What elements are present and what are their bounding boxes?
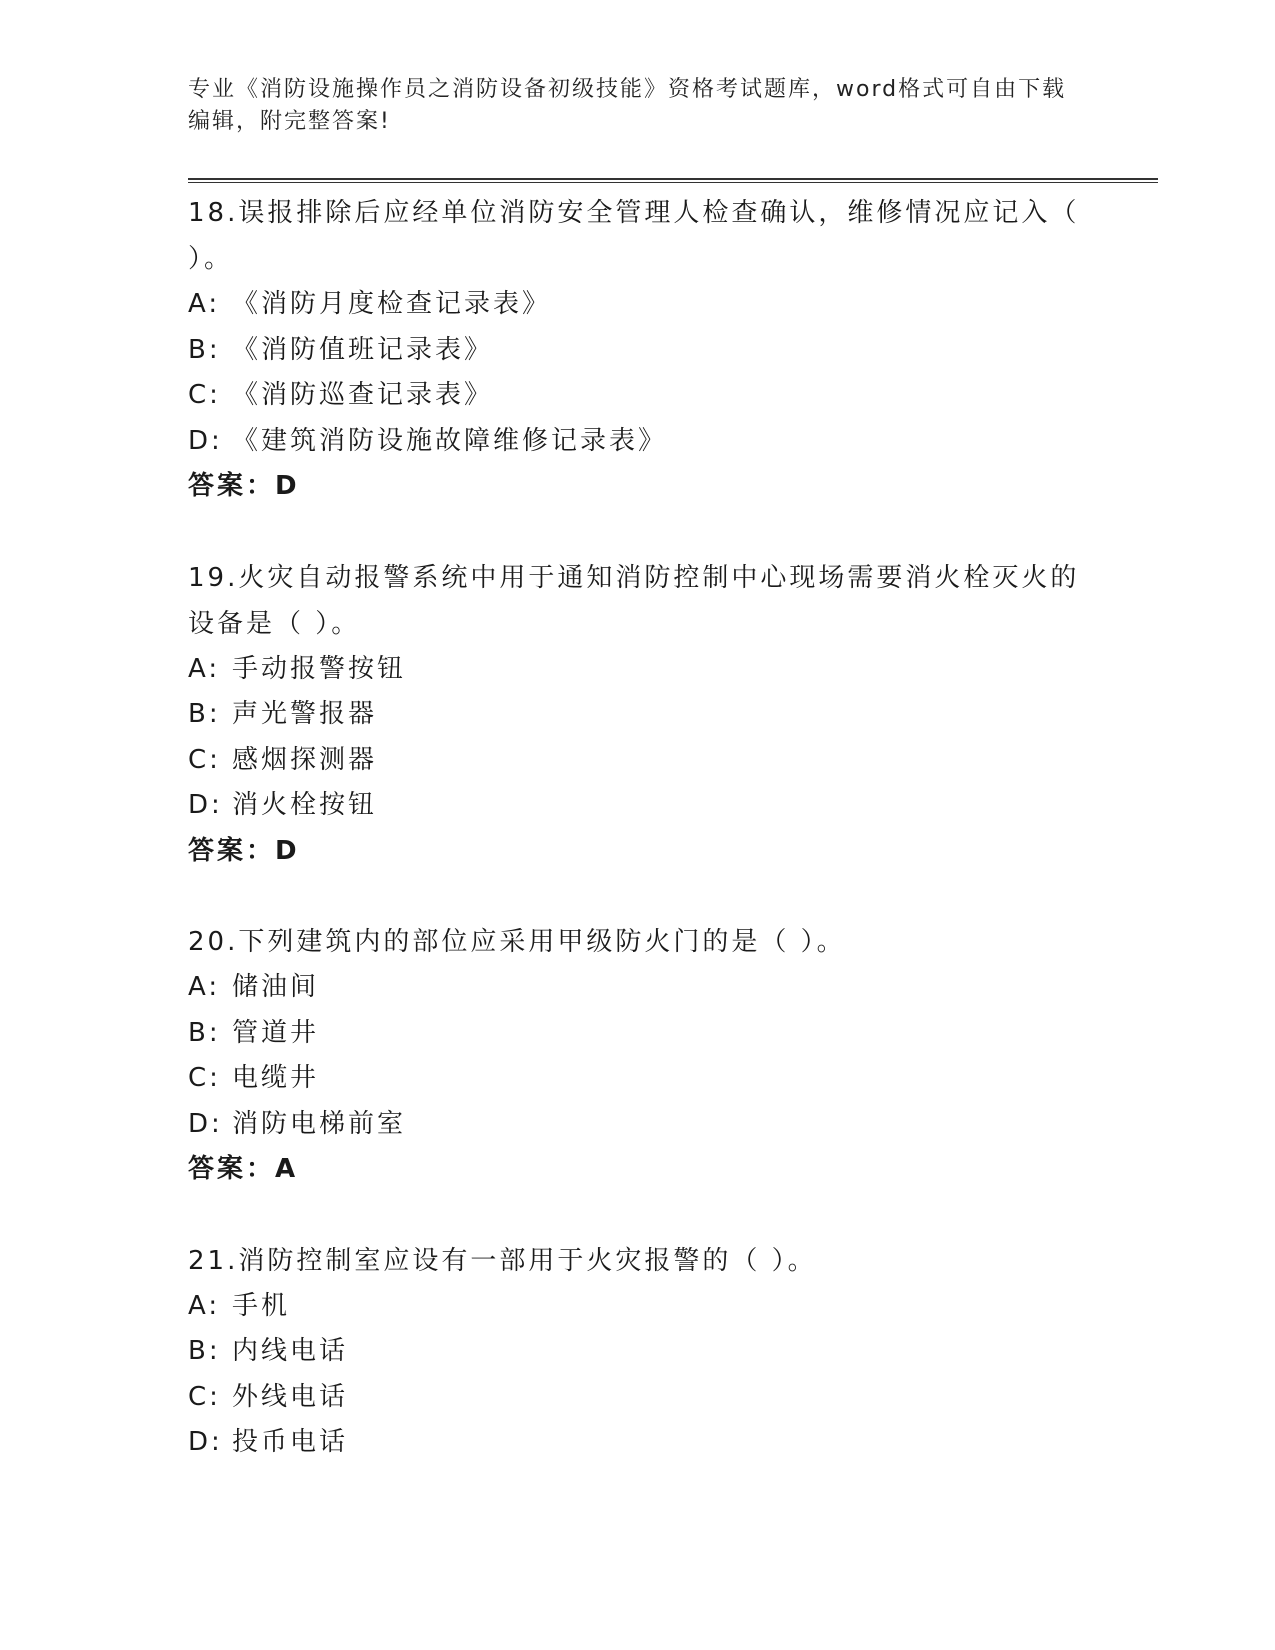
question-stem: 20.下列建筑内的部位应采用甲级防火门的是（ ）。 (188, 927, 846, 957)
option-d (188, 1420, 1088, 1466)
option-key: A: (188, 653, 221, 684)
option-text: 《消防巡查记录表》 (232, 380, 494, 410)
option-text: 电缆井 (232, 1063, 320, 1093)
answer-label: 答案：D (188, 471, 300, 501)
option-b (188, 1329, 1088, 1375)
option-a (188, 1284, 1088, 1330)
option-key: A: (188, 1290, 221, 1321)
option-key: B: (188, 334, 221, 365)
option-d (188, 783, 1088, 829)
option-text: 消防电梯前室 (232, 1108, 407, 1139)
option-text: 《建筑消防设施故障维修记录表》 (232, 425, 668, 456)
spacer (188, 874, 1088, 919)
option-key: D: (188, 425, 223, 456)
option-key: A: (188, 289, 221, 319)
question-19 (188, 555, 1088, 875)
answer-label: 答案：A (188, 1154, 299, 1184)
option-c (188, 738, 1088, 784)
option-key: D: (188, 1108, 223, 1139)
option-text: 消火栓按钮 (232, 790, 378, 820)
option-key: C: (188, 380, 221, 410)
spacer (188, 1193, 1088, 1238)
question-stem: 21.消防控制室应设有一部用于火灾报警的（ ）。 (188, 1245, 817, 1276)
option-text: 外线电话 (232, 1381, 349, 1412)
option-a (188, 282, 1088, 328)
option-key: D: (188, 1427, 223, 1457)
option-key: D: (188, 790, 223, 820)
document-header: 专业《消防设施操作员之消防设备初级技能》资格考试题库，word格式可自由下载编辑，附完整答案! (188, 77, 1067, 134)
option-text: 声光警报器 (232, 699, 378, 729)
question-18 (188, 190, 1088, 510)
question-stem: 19.火灾自动报警系统中用于通知消防控制中心现场需要消火栓灭火的设备是（ ）。 (188, 562, 1080, 639)
option-c (188, 1056, 1088, 1102)
option-text: 《消防值班记录表》 (232, 334, 494, 365)
option-text: 管道井 (232, 1017, 320, 1048)
option-key: C: (188, 744, 221, 775)
answer-label: 答案：D (188, 835, 300, 866)
option-d (188, 1102, 1088, 1148)
option-text: 投币电话 (232, 1427, 349, 1457)
option-key: B: (188, 1017, 221, 1048)
question-20 (188, 919, 1088, 1193)
option-b (188, 1011, 1088, 1057)
option-text: 内线电话 (232, 1336, 349, 1366)
question-21 (188, 1238, 1088, 1466)
option-key: C: (188, 1063, 221, 1093)
option-b (188, 328, 1088, 374)
option-text: 手机 (232, 1290, 291, 1321)
spacer (188, 510, 1088, 555)
question-stem: 18.误报排除后应经单位消防安全管理人检查确认，维修情况应记入（ ）。 (188, 198, 1080, 274)
option-text: 感烟探测器 (232, 744, 378, 775)
option-d (188, 419, 1088, 465)
option-key: C: (188, 1381, 221, 1412)
option-key: B: (188, 1336, 221, 1366)
option-text: 手动报警按钮 (232, 653, 407, 684)
option-text: 储油间 (232, 972, 320, 1002)
question-list (188, 190, 1088, 1466)
option-b (188, 692, 1088, 738)
option-c (188, 1375, 1088, 1421)
option-a (188, 647, 1088, 693)
header-divider (188, 178, 1158, 183)
option-key: A: (188, 972, 221, 1002)
option-c (188, 373, 1088, 419)
option-key: B: (188, 699, 221, 729)
option-text: 《消防月度检查记录表》 (232, 289, 552, 319)
option-a (188, 965, 1088, 1011)
